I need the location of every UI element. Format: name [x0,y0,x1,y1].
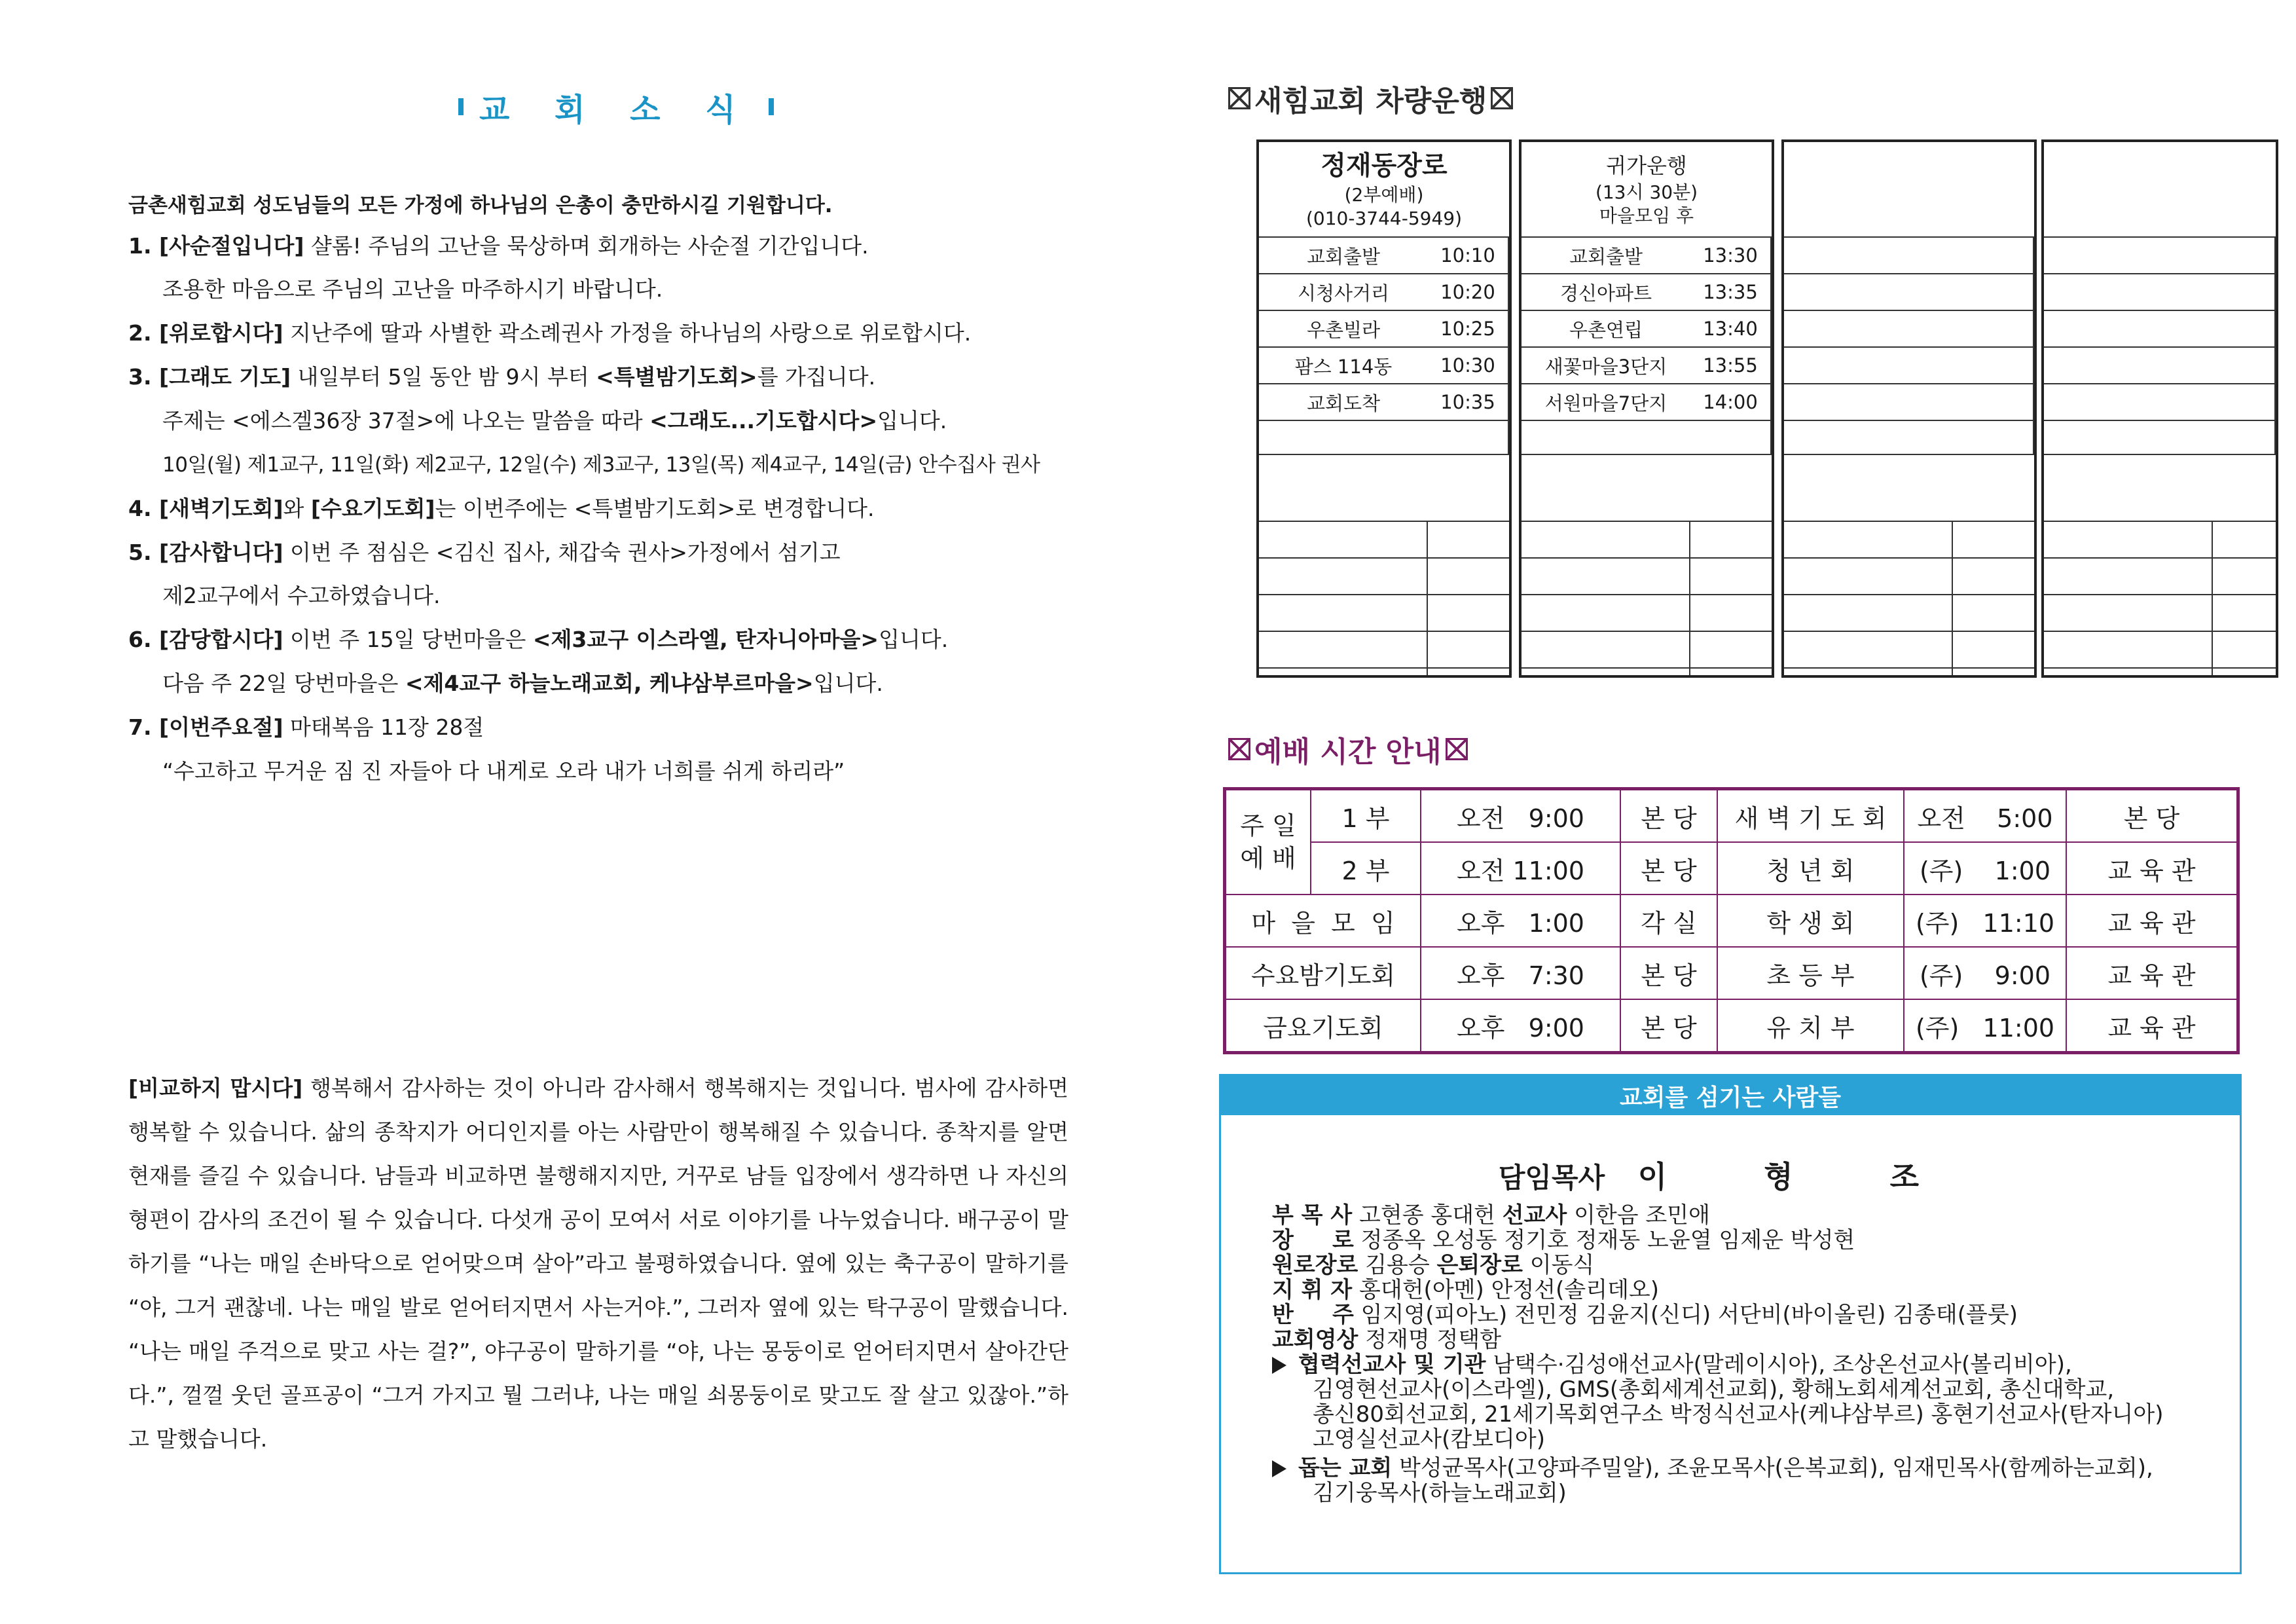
empty-cell [2213,274,2276,311]
empty-cell [2044,311,2213,348]
worship-name: 학 생 회 [1717,895,1904,947]
worship-name: 초 등 부 [1717,947,1904,999]
car-route-name: 귀가운행 [1606,153,1687,178]
worship-place: 교 육 관 [2066,999,2237,1052]
empty-cell [2213,384,2276,421]
square-bullet-icon [769,98,774,115]
news-title [458,84,753,130]
worship-row [1226,999,2237,1052]
worship-time: (주) 11:00 [1904,999,2066,1052]
empty-cell [1522,522,1690,559]
news-title-text: 교 회 소 식 [479,91,753,128]
news-item-text: 이번 주 점심은 <김신 집사, 채갑숙 권사>가정에서 섬기고 [283,540,841,565]
car-route-sub: 마을모임 후 [1599,205,1694,227]
empty-header-cell [1522,455,1772,522]
staff-role-label: 반 주 [1272,1302,1354,1328]
car-stop-time: 13:30 [1690,238,1772,274]
news-item-1 [128,233,869,259]
staff-conductors [1272,1278,1659,1302]
empty-cell [1784,632,1953,669]
senior-pastor-name: 이 형 조 [1637,1159,1963,1194]
staff-names: 이한음 조민애 [1567,1202,1710,1228]
empty-cell [1953,632,2034,669]
empty-cell [1953,595,2034,632]
staff-video [1272,1327,1501,1352]
car-schedule-heading [1228,77,1513,119]
news-item-label: [수요기도회] [310,496,435,521]
empty-cell [1690,522,1772,559]
news-item-text: 와 [283,496,311,521]
empty-cell [1259,669,1428,675]
empty-cell [1428,421,1509,455]
news-item-emph: <제3교구 이스라엘, 탄자니아마을> [532,627,879,652]
news-item-text: 이번 주 15일 당번마을은 [283,627,533,652]
worship-schedule-title: 예배 시간 안내 [1254,735,1442,769]
staff-role-label: 협력선교사 및 기관 [1298,1352,1486,1378]
empty-cell [2044,238,2213,274]
news-item-text: 주제는 <에스겔36장 37절>에 나오는 말씀을 따라 [162,408,650,434]
empty-cell [2213,348,2276,384]
worship-schedule-heading [1228,728,1468,770]
worship-place: 본 당 [1620,999,1717,1052]
car-stop-place: 서원마을7단지 [1522,384,1690,421]
news-item-5-cont: 제2교구에서 수고하였습니다. [162,583,441,608]
empty-cell [1428,669,1509,675]
news-item-label: 7. [이번주요절] [128,714,283,740]
staff-support-churches [1272,1456,2153,1481]
empty-cell [1259,595,1428,632]
car-route-sub: (13시 30분) [1595,181,1698,203]
car-stop-place: 시청사거리 [1259,274,1428,311]
worship-time: 오후 9:00 [1421,999,1620,1052]
worship-row [1226,790,2237,842]
empty-cell [1953,559,2034,595]
worship-place: 본 당 [1620,790,1717,842]
empty-header-cell [2044,455,2276,522]
empty-header-cell [1784,455,2034,522]
news-item-label: 1. [사순절입니다] [128,233,304,259]
news-item-emph: <특별밤기도회> [596,364,757,390]
staff-role-label: 교회영상 [1272,1327,1358,1353]
news-item-6 [128,627,948,653]
empty-cell [1522,632,1690,669]
empty-cell [2213,632,2276,669]
empty-cell [1259,421,1428,455]
news-item-label: 3. [그래도 기도] [128,364,291,390]
empty-cell [1953,522,2034,559]
empty-cell [2044,384,2213,421]
empty-cell [1690,595,1772,632]
empty-cell [1690,559,1772,595]
car-stop-time: 10:10 [1428,238,1509,274]
worship-place: 교 육 관 [2066,947,2237,999]
staff-role-label: 부 목 사 [1272,1202,1353,1228]
news-item-emph: <그래도...기도합시다> [649,408,878,434]
worship-schedule-table [1223,787,2240,1054]
car-stop-place: 우촌빌라 [1259,311,1428,348]
car-stop-place: 팜스 114동 [1259,348,1428,384]
worship-row [1226,895,2237,947]
square-bullet-icon [458,98,464,115]
staff-partners-cont: 김영현선교사(이스라엘), GMS(총회세계선교회), 황해노회세계선교회, 총신대학교, [1313,1376,2115,1403]
car-route-table-1 [1256,139,1512,678]
staff-support-cont: 김기웅목사(하늘노래교회) [1313,1480,1567,1506]
essay [128,1066,1068,1461]
news-intro: 금촌새힘교회 성도님들의 모든 가정에 하나님의 은총이 충만하시길 기원합니다. [128,194,833,217]
x-box-icon [1446,738,1468,760]
senior-pastor-label: 담임목사 [1498,1162,1605,1194]
news-item-label: 5. [감사합니다] [128,540,283,565]
news-item-4 [128,496,875,522]
staff-elders [1272,1228,1855,1253]
staff-partners-cont: 고영실선교사(캄보디아) [1313,1426,1545,1452]
staff-names: 고현종 홍대헌 [1352,1202,1503,1228]
staff-banner: 교회를 섬기는 사람들 [1221,1076,2240,1115]
car-stop-place: 교회도착 [1259,384,1428,421]
news-item-text: 지난주에 딸과 사별한 곽소례권사 가정을 하나님의 사랑으로 위로합시다. [283,320,972,346]
empty-cell [1428,632,1509,669]
car-stop-time: 10:20 [1428,274,1509,311]
empty-cell [1428,559,1509,595]
worship-name: 청 년 회 [1717,842,1904,895]
x-box-icon [1228,87,1250,109]
worship-place: 각 실 [1620,895,1717,947]
empty-cell [1953,238,2034,274]
worship-time: 오후 7:30 [1421,947,1620,999]
empty-cell [1784,384,1953,421]
news-item-text: 입니다. [879,627,949,652]
empty-cell [1784,238,1953,274]
staff-accompanists [1272,1302,2018,1327]
staff-role-label: 원로장로 [1272,1252,1358,1278]
worship-place: 본 당 [2066,790,2237,842]
empty-cell [1428,595,1509,632]
staff-role-label: 장 로 [1272,1227,1354,1253]
worship-place: 교 육 관 [2066,842,2237,895]
empty-cell [2213,421,2276,455]
staff-names: 김용승 [1358,1252,1437,1278]
worship-name: 수요밤기도회 [1226,947,1421,999]
staff-names: 홍대헌(아멘) 안정선(솔리데오) [1352,1277,1660,1303]
empty-cell [1784,669,1953,675]
empty-cell [1690,669,1772,675]
empty-cell [2044,632,2213,669]
news-item-text: 입니다. [813,671,883,696]
empty-cell [1953,274,2034,311]
car-route-table-2 [1519,139,1774,678]
news-item-3-schedule: 10일(월) 제1교구, 11일(화) 제2교구, 12일(수) 제3교구, 13일(목) 제4교구, 14일(금) 안수집사 권사 [162,453,1040,477]
empty-cell [1784,348,1953,384]
empty-cell [1953,384,2034,421]
car-schedule-title: 새힘교회 차량운행 [1254,84,1487,118]
news-item-text: 마태복음 11장 28절 [283,714,484,740]
worship-sunday-label: 주 일 예 배 [1226,790,1311,895]
news-item-text: 샬롬! 주님의 고난을 묵상하며 회개하는 사순절 기간입니다. [304,233,869,259]
news-item-6-cont [162,671,883,697]
worship-name: 유 치 부 [1717,999,1904,1052]
car-stop-place: 새꽃마을3단지 [1522,348,1690,384]
triangle-bullet-icon [1272,1357,1286,1374]
worship-time: 오후 1:00 [1421,895,1620,947]
car-route-table-3 [1781,139,2037,678]
news-item-text: 다음 주 22일 당번마을은 [162,671,405,696]
worship-place: 본 당 [1620,947,1717,999]
empty-cell [1953,421,2034,455]
staff-partners-cont: 총신80회선교회, 21세기목회연구소 박정식선교사(케냐삼부르) 홍현기선교사(탄자니아) [1313,1401,2164,1428]
news-item-label: 4. [새벽기도회] [128,496,283,521]
empty-cell [1784,421,1953,455]
empty-cell [2044,559,2213,595]
empty-cell [1953,348,2034,384]
worship-time: (주) 1:00 [1904,842,2066,895]
empty-cell [1522,595,1690,632]
empty-cell [1522,669,1690,675]
staff-names: 임지영(피아노) 전민정 김윤지(신디) 서단비(바이올린) 김종태(플룻) [1353,1302,2018,1328]
car-stop-time: 10:25 [1428,311,1509,348]
empty-cell [1522,559,1690,595]
empty-cell [2044,421,2213,455]
car-route-phone: (010-3744-5949) [1305,208,1462,229]
car-stop-time: 10:30 [1428,348,1509,384]
empty-cell [2213,669,2276,675]
essay-label: [비교하지 맙시다] [128,1075,303,1101]
empty-cell [2044,274,2213,311]
staff-names: 정종옥 오성동 정기호 정재동 노윤열 임제운 박성현 [1353,1227,1855,1253]
news-item-5 [128,540,841,566]
worship-name: 1 부 [1311,790,1421,842]
car-route-name: 정재동장로 [1321,151,1448,181]
car-stop-place: 경신아파트 [1522,274,1690,311]
empty-cell [2044,669,2213,675]
empty-cell [1259,522,1428,559]
empty-cell [1259,632,1428,669]
staff-associate-pastors [1272,1203,1710,1228]
staff-role-label: 은퇴장로 [1436,1252,1523,1278]
news-item-label: 6. [감당합시다] [128,627,283,652]
staff-names: 남택수·김성애선교사(말레이시아), 조상온선교사(볼리비아), [1485,1352,2072,1378]
empty-cell [1522,421,1690,455]
staff-emeritus [1272,1253,1594,1278]
empty-cell [1953,669,2034,675]
worship-time: (주) 9:00 [1904,947,2066,999]
car-route-header [1522,142,1772,238]
staff-role-label: 선교사 [1502,1202,1567,1228]
car-stop-time: 13:40 [1690,311,1772,348]
empty-cell [1784,274,1953,311]
empty-cell [2213,595,2276,632]
worship-time: 오전 9:00 [1421,790,1620,842]
worship-time: 오전 11:00 [1421,842,1620,895]
x-box-icon [1228,738,1250,760]
empty-header-cell [1784,142,2034,238]
news-item-7 [128,714,484,741]
car-stop-time: 13:55 [1690,348,1772,384]
news-item-text: 입니다. [877,408,947,434]
empty-header-cell [1259,455,1509,522]
car-stop-time: 10:35 [1428,384,1509,421]
news-item-1-cont: 조용한 마음으로 주님의 고난을 마주하시기 바랍니다. [162,276,663,302]
empty-cell [2213,559,2276,595]
empty-cell [1690,421,1772,455]
news-item-text: 내일부터 5일 동안 밤 9시 부터 [291,364,596,390]
car-stop-place: 교회출발 [1259,238,1428,274]
empty-cell [2213,238,2276,274]
staff-role-label: 지 휘 자 [1272,1277,1353,1303]
empty-cell [1784,559,1953,595]
x-box-icon [1491,87,1513,109]
car-stop-place: 교회출발 [1522,238,1690,274]
church-staff-box [1219,1074,2242,1574]
car-stop-place: 우촌연립 [1522,311,1690,348]
empty-cell [1690,632,1772,669]
empty-cell [2213,311,2276,348]
news-item-label: 2. [위로합시다] [128,320,283,346]
worship-row [1226,947,2237,999]
senior-pastor [1221,1153,2240,1196]
empty-cell [1428,522,1509,559]
empty-cell [1953,311,2034,348]
news-item-2 [128,320,971,346]
staff-partners [1272,1352,2072,1377]
empty-cell [1784,522,1953,559]
worship-place: 본 당 [1620,842,1717,895]
empty-cell [2044,522,2213,559]
worship-name: 금요기도회 [1226,999,1421,1052]
news-item-text: 는 이번주에는 <특별밤기도회>로 변경합니다. [435,496,875,521]
triangle-bullet-icon [1272,1460,1286,1477]
news-item-emph: <제4교구 하늘노래교회, 케냐삼부르마을> [405,671,814,696]
empty-cell [1784,311,1953,348]
worship-name: 새 벽 기 도 회 [1717,790,1904,842]
car-route-table-4 [2041,139,2278,678]
news-item-text: 를 가집니다. [757,364,876,390]
worship-row [1226,842,2237,895]
empty-header-cell [2044,142,2276,238]
empty-cell [1784,595,1953,632]
worship-place: 교 육 관 [2066,895,2237,947]
news-item-3-cont [162,408,947,434]
worship-name: 2 부 [1311,842,1421,895]
car-route-sub: (2부예배) [1344,184,1424,206]
news-item-3 [128,364,875,390]
staff-role-label: 돕는 교회 [1298,1455,1393,1481]
news-item-7-verse: “수고하고 무거운 짐 진 자들아 다 내게로 오라 내가 너희를 쉬게 하리라” [162,758,845,784]
car-route-header [1259,142,1509,238]
worship-name: 마 을 모 임 [1226,895,1421,947]
worship-time: 오전 5:00 [1904,790,2066,842]
staff-names: 이동식 [1522,1252,1595,1278]
empty-cell [2213,522,2276,559]
car-stop-time: 13:35 [1690,274,1772,311]
empty-cell [2044,595,2213,632]
empty-cell [1259,559,1428,595]
staff-names: 박성균목사(고양파주밀알), 조윤모목사(은복교회), 임재민목사(함께하는교회), [1392,1455,2153,1481]
worship-time: (주) 11:10 [1904,895,2066,947]
essay-text: 행복해서 감사하는 것이 아니라 감사해서 행복해지는 것입니다. 범사에 감사하면 행복할 수 있습니다. 삶의 종착지가 어디인지를 아는 사람만이 행복해질 수 있습니다. 종착지를 알면 현재를 즐길 수 있습니다. 남들과 비교하면 불행해지지만, 거꾸로 남들 입장에서 생각하면 나 자신의 형편이 감사의 조건이 될 수 있습니다. 다섯개 공이 모여서 서로 이야기를 나누었습니다. 배구공이 말하기를 “나는 매일 손바닥으로 얻어맞으며 살아”라고 불평하였습니다. 옆에 있는 축구공이 말하기를 “야, 그거 괜찮네. 나는 매일 발로 얻어터지면서 사는거야.”, 그러자 옆에 있는 탁구공이 말했습니다. “나는 매일 주걱으로 맞고 사는 걸?”, 야구공이 말하기를 “야, 나는 몽둥이로 얻어터지면서 살아간단다.”, 껄껄 웃던 골프공이 “그거 가지고 뭘 그러냐, 나는 매일 쇠몽둥이로 맞고도 잘 살고 있잖아.”하고 말했습니다. [128,1075,1068,1452]
empty-cell [2044,348,2213,384]
car-stop-time: 14:00 [1690,384,1772,421]
staff-names: 정재명 정택함 [1358,1327,1502,1353]
